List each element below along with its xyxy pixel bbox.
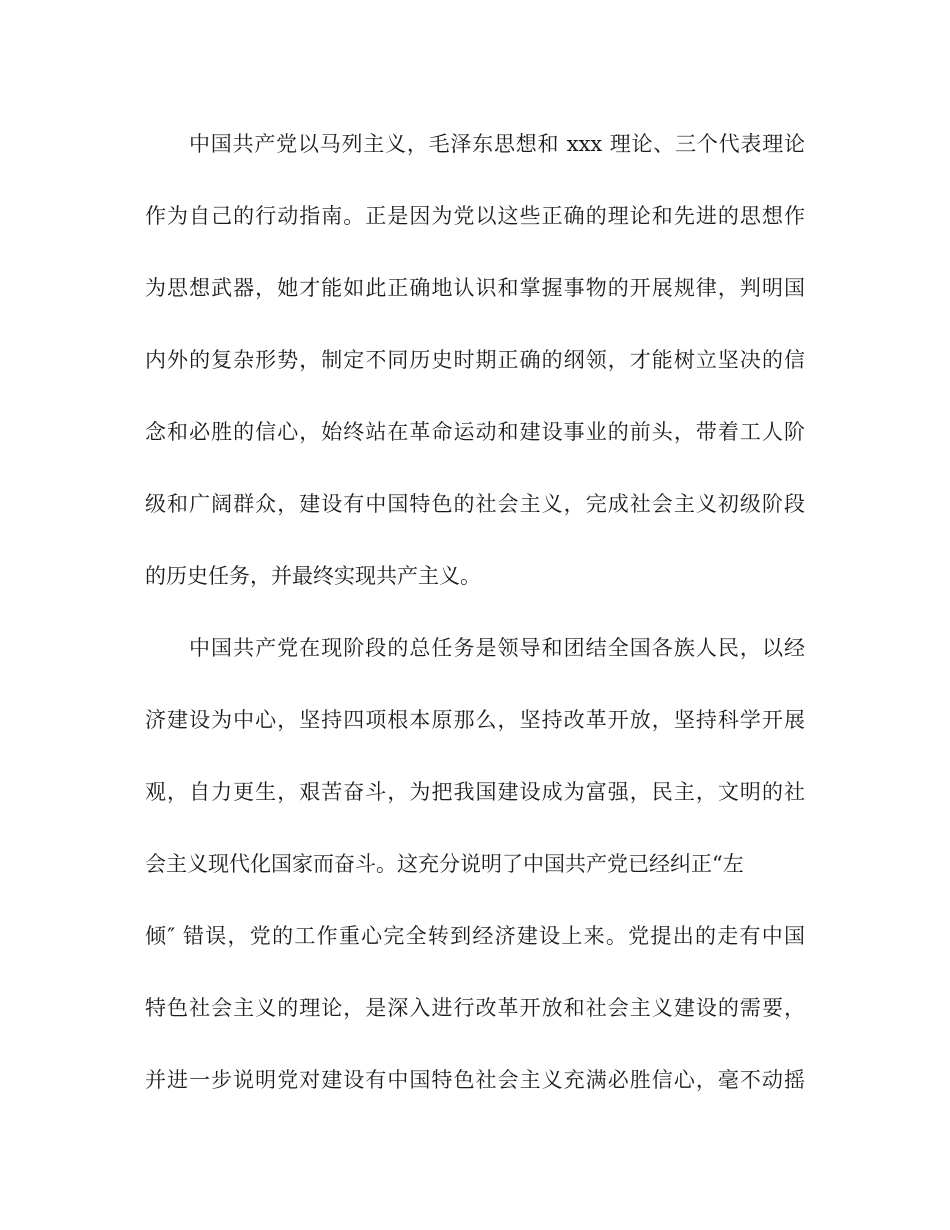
paragraph-2-line-7: 并进一步说明党对建设有中国特色社会主义充满必胜信心，毫不动摇 [145, 1068, 805, 1092]
paragraph-2-line-2: 济建设为中心，坚持四项根本原那么，坚持改革开放，坚持科学开展 [145, 708, 805, 732]
paragraph-1-line-1: 中国共产党以马列主义，毛泽东思想和 xxx 理论、三个代表理论 [189, 132, 805, 156]
paragraph-1-line-6: 级和广阔群众，建设有中国特色的社会主义，完成社会主义初级阶段 [145, 492, 805, 516]
paragraph-2-line-4: 会主义现代化国家而奋斗。这充分说明了中国共产党已经纠正“左 [145, 852, 744, 876]
paragraph-2-line-5: 倾″ 错误，党的工作重心完全转到经济建设上来。党提出的走有中国 [145, 924, 805, 948]
paragraph-2-line-6: 特色社会主义的理论，是深入进行改革开放和社会主义建设的需要， [145, 996, 805, 1020]
paragraph-2-line-3: 观，自力更生，艰苦奋斗，为把我国建设成为富强，民主，文明的社 [145, 780, 805, 804]
paragraph-1-line-3: 为思想武器，她才能如此正确地认识和掌握事物的开展规律，判明国 [145, 276, 805, 300]
paragraph-1-line-4: 内外的复杂形势，制定不同历史时期正确的纲领，才能树立坚决的信 [145, 348, 805, 372]
paragraph-1-line-5: 念和必胜的信心，始终站在革命运动和建设事业的前头，带着工人阶 [145, 420, 805, 444]
paragraph-2-line-1: 中国共产党在现阶段的总任务是领导和团结全国各族人民，以经 [189, 636, 805, 660]
paragraph-1-line-2: 作为自己的行动指南。正是因为党以这些正确的理论和先进的思想作 [145, 204, 805, 228]
paragraph-1-line-7: 的历史任务，并最终实现共产主义。 [145, 564, 481, 588]
